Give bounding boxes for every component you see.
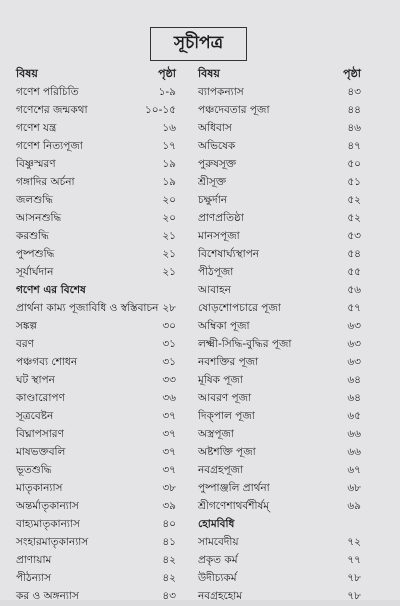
toc-entry-page: ৩৮: [162, 482, 176, 494]
toc-entry-title: আবরণ পূজা: [198, 392, 252, 404]
toc-entry: [16, 226, 176, 246]
toc-entry-page: ২৮: [162, 302, 176, 314]
toc-entry-page: ৪৭: [347, 140, 361, 152]
toc-entry-title: গণেশ এর বিশেষ: [16, 284, 86, 296]
toc-entry-title: অভিষেক: [198, 140, 236, 152]
toc-entry: [198, 586, 361, 606]
toc-entry-title: শ্রীসূক্ত: [198, 176, 227, 188]
toc-entry-title: বিষ্ণুস্মরণ: [16, 158, 56, 170]
toc-entry-title: গণেশ যন্ত্র: [16, 122, 57, 134]
toc-entry: [16, 190, 176, 210]
toc-entry-page: ৪০: [162, 518, 176, 530]
toc-entry-page: ৪৩: [347, 86, 361, 98]
toc-entry-title: মানসপূজা: [198, 230, 240, 242]
toc-entry: [16, 154, 176, 174]
toc-entry-title: পুষ্পাঞ্জলি প্রার্থনা: [198, 482, 270, 494]
toc-entry-title: উদীচ্যকর্ম: [198, 572, 237, 584]
toc-entry: [198, 352, 361, 372]
toc-entry-page: ৩৭: [162, 464, 176, 476]
toc-entry-page: ৩১: [162, 356, 176, 368]
toc-entry-title: সংহারমাতৃকান্যাস: [16, 536, 89, 548]
toc-entry-title: ব্যাপকন্যাস: [198, 86, 244, 98]
toc-entry-page: ৩০: [162, 320, 176, 332]
toc-entry-page: ৬৬: [347, 446, 361, 458]
toc-entry-title: বরণ: [16, 338, 34, 350]
toc-entry: [16, 550, 176, 570]
toc-entry: [198, 226, 361, 246]
toc-entry: [198, 316, 361, 336]
toc-entry-page: ৩৭: [162, 446, 176, 458]
toc-entry: [198, 154, 361, 174]
toc-entry: [16, 118, 176, 138]
toc-entry: [16, 568, 176, 588]
toc-entry: [198, 388, 361, 408]
toc-entry-page: ৫৪: [347, 248, 361, 260]
toc-entry: [16, 298, 176, 318]
toc-entry-title: লক্ষ্মী-সিদ্ধি-বুদ্ধির পূজা: [198, 338, 292, 350]
toc-entry: [16, 172, 176, 192]
toc-entry: [16, 406, 176, 426]
toc-entry-page: ৩৭: [162, 428, 176, 440]
toc-entry-title: বিশেষার্ঘ্যস্থাপন: [198, 248, 260, 260]
toc-entry: [198, 478, 361, 498]
toc-entry-title: সূত্রবেষ্টন: [16, 410, 54, 422]
toc-entry: [198, 190, 361, 210]
toc-entry-title: সামবেদীয়: [198, 536, 239, 548]
toc-entry-page: ৩৯: [162, 500, 176, 512]
toc-entry: [198, 532, 361, 552]
toc-entry-title: চক্ষুর্দান: [198, 194, 228, 206]
toc-entry-page: ৬৩: [347, 356, 361, 368]
toc-entry: [16, 244, 176, 264]
toc-entry: [198, 82, 361, 102]
toc-entry: [198, 298, 361, 318]
toc-entry-page: ৫২: [347, 194, 361, 206]
toc-entry: [16, 136, 176, 156]
toc-entry-page: ৬৩: [347, 338, 361, 350]
toc-entry-page: ৬৩: [347, 320, 361, 332]
toc-entry-page: ৩৩: [162, 374, 176, 386]
toc-entry-title: মাষভক্তবলি: [16, 446, 66, 458]
toc-entry: [16, 352, 176, 372]
toc-entry-title: ভূতশুদ্ধি: [16, 464, 52, 476]
toc-entry: [16, 388, 176, 408]
toc-entry-page: ২০: [162, 194, 176, 206]
toc-entry: [198, 550, 361, 570]
toc-entry-page: ১৬: [162, 122, 176, 134]
toc-entry-title: মাতৃকান্যাস: [16, 482, 63, 494]
toc-entry-page: ২১: [162, 248, 176, 260]
toc-entry-title: গণেশ পরিচিতি: [16, 86, 79, 98]
toc-entry-title: পীঠপূজা: [198, 266, 234, 278]
toc-entry-title: সঙ্কল্প: [16, 320, 37, 332]
toc-entry: [198, 334, 361, 354]
toc-entry-title: প্রকৃত কর্ম: [198, 554, 238, 566]
toc-entry-page: ৫৫: [347, 266, 361, 278]
toc-entry-page: ৭৭: [347, 554, 361, 566]
toc-entry-page: ৪২: [162, 554, 176, 566]
toc-entry-page: ২১: [162, 266, 176, 278]
toc-entry-page: ৩৭: [162, 410, 176, 422]
toc-entry-page: ৫১: [347, 176, 361, 188]
toc-entry: [198, 568, 361, 588]
toc-entry: [198, 460, 361, 480]
toc-entry-title: অন্তর্মাতৃকান্যাস: [16, 500, 79, 512]
toc-entry-page: ১৯: [162, 158, 176, 170]
toc-entry-page: ১৯: [162, 176, 176, 188]
toc-entry: [198, 100, 361, 120]
toc-entry-page: ২০: [162, 212, 176, 224]
toc-entry-title: গণেশের জন্মকথা: [16, 104, 88, 116]
toc-entry-title: অষ্টশক্তি পূজা: [198, 446, 256, 458]
toc-entry-title: পঞ্চদেবতার পূজা: [198, 104, 270, 116]
toc-entry-title: প্রাণপ্রতিষ্ঠা: [198, 212, 244, 224]
left-header-subject: বিষয়: [16, 67, 38, 80]
toc-entry: [198, 262, 361, 282]
toc-entry-page: ১০-১৫: [144, 104, 176, 116]
toc-entry: [16, 460, 176, 480]
toc-entry: [16, 478, 176, 498]
toc-entry: [198, 406, 361, 426]
toc-entry-page: ৬৬: [347, 428, 361, 440]
toc-entry: [16, 442, 176, 462]
toc-entry-title: গণেশ নিত্যপূজা: [16, 140, 83, 152]
toc-entry: [16, 280, 176, 300]
toc-entry-page: ৬৮: [347, 482, 361, 494]
toc-entry: [198, 370, 361, 390]
toc-entry-title: করশুদ্ধি: [16, 230, 49, 242]
toc-entry-page: ২১: [162, 230, 176, 242]
toc-entry-page: ৬৫: [347, 410, 361, 422]
toc-entry-page: ৬৪: [347, 392, 361, 404]
toc-entry: [16, 514, 176, 534]
toc-entry: [198, 118, 361, 138]
toc-entry-page: ৫২: [347, 212, 361, 224]
toc-entry-page: ৫৬: [347, 284, 361, 296]
toc-entry-page: ৫৭: [347, 302, 361, 314]
toc-entry: [198, 136, 361, 156]
toc-entry: [198, 244, 361, 264]
toc-entry-title: হোমবিধি: [198, 518, 235, 530]
toc-entry-page: ১-৯: [158, 86, 176, 98]
toc-entry-page: ৪২: [162, 572, 176, 584]
toc-entry-title: অম্বিকা পূজা: [198, 320, 250, 332]
toc-entry-page: ৫০: [347, 158, 361, 170]
toc-entry-title: বাহ্যমাতৃকান্যাস: [16, 518, 80, 530]
toc-entry: [198, 442, 361, 462]
toc-entry-title: শ্রীগণেশাথর্বশীর্ষম্: [198, 500, 270, 512]
toc-entry: [16, 316, 176, 336]
toc-entry-title: অধিবাস: [198, 122, 232, 134]
toc-entry-title: পুরুষসূক্ত: [198, 158, 237, 170]
toc-entry: [16, 370, 176, 390]
toc-entry: [16, 334, 176, 354]
toc-entry-title: দিক্পাল পূজা: [198, 410, 255, 422]
toc-entry-title: নবশক্তির পূজা: [198, 356, 259, 368]
toc-entry-page: ৪৪: [347, 104, 361, 116]
toc-entry-page: ৬৭: [347, 464, 361, 476]
toc-entry-page: ৭২: [347, 536, 361, 548]
toc-entry-title: নবগ্রহহোম: [198, 590, 243, 602]
toc-entry: [16, 208, 176, 228]
toc-entry: [198, 424, 361, 444]
toc-entry-page: ৫৩: [347, 230, 361, 242]
toc-entry: [16, 100, 176, 120]
toc-entry: [16, 586, 176, 606]
toc-entry-title: প্রাণায়াম: [16, 554, 52, 566]
toc-entry: [16, 82, 176, 102]
toc-entry-title: পঞ্চগব্য শোধন: [16, 356, 78, 368]
toc-entry-page: ১৭: [162, 140, 176, 152]
toc-entry-title: মূষিক পূজা: [198, 374, 243, 386]
toc-entry-page: ৬৯: [347, 500, 361, 512]
toc-entry-title: পুষ্পশুদ্ধি: [16, 248, 55, 260]
toc-entry-title: কর ও অঙ্গন্যাস: [16, 590, 79, 602]
left-header-page: পৃষ্ঠা: [158, 67, 176, 80]
right-header-subject: বিষয়: [198, 67, 220, 80]
toc-entry: [198, 172, 361, 192]
toc-entry-title: নবগ্রহপূজা: [198, 464, 244, 476]
toc-entry: [16, 262, 176, 282]
toc-entry-page: ৭৮: [347, 572, 361, 584]
contents-title: সূচীপত্র: [150, 27, 247, 61]
toc-entry: [198, 496, 361, 516]
toc-entry: [16, 532, 176, 552]
toc-entry-title: কাণ্ডারোপণ: [16, 392, 65, 404]
toc-entry-page: ৩১: [162, 338, 176, 350]
toc-entry-title: প্রার্থনা কাম্য পূজাবিধি ও স্বস্তিবাচন: [16, 302, 159, 314]
toc-entry-title: সূর্যার্ঘদান: [16, 266, 54, 278]
toc-entry-title: গঙ্গাদির অর্চনা: [16, 176, 75, 188]
toc-entry-title: আসনশুদ্ধি: [16, 212, 62, 224]
toc-entry: [198, 208, 361, 228]
toc-entry-title: জলশুদ্ধি: [16, 194, 53, 206]
toc-entry: [198, 280, 361, 300]
toc-entry-title: অস্ত্রপূজা: [198, 428, 234, 440]
toc-entry-title: পীঠন্যাস: [16, 572, 52, 584]
toc-entry-page: ৪৬: [347, 122, 361, 134]
right-header: [198, 64, 361, 84]
toc-entry-title: আবাহন: [198, 284, 231, 296]
toc-entry-title: বিঘ্নাপসারণ: [16, 428, 64, 440]
toc-entry-page: ৪৩: [162, 590, 176, 602]
toc-entry: [16, 424, 176, 444]
toc-entry: [16, 496, 176, 516]
left-header: [16, 64, 176, 84]
toc-entry-page: ৭৮: [347, 590, 361, 602]
toc-entry-title: ষোড়শোপচারে পূজা: [198, 302, 281, 314]
toc-entry-page: ৪১: [162, 536, 176, 548]
toc-entry: [198, 514, 361, 534]
toc-entry-page: ৩৬: [162, 392, 176, 404]
toc-entry-title: ঘট স্থাপন: [16, 374, 55, 386]
right-header-page: পৃষ্ঠা: [343, 67, 361, 80]
toc-entry-page: ৬৪: [347, 374, 361, 386]
